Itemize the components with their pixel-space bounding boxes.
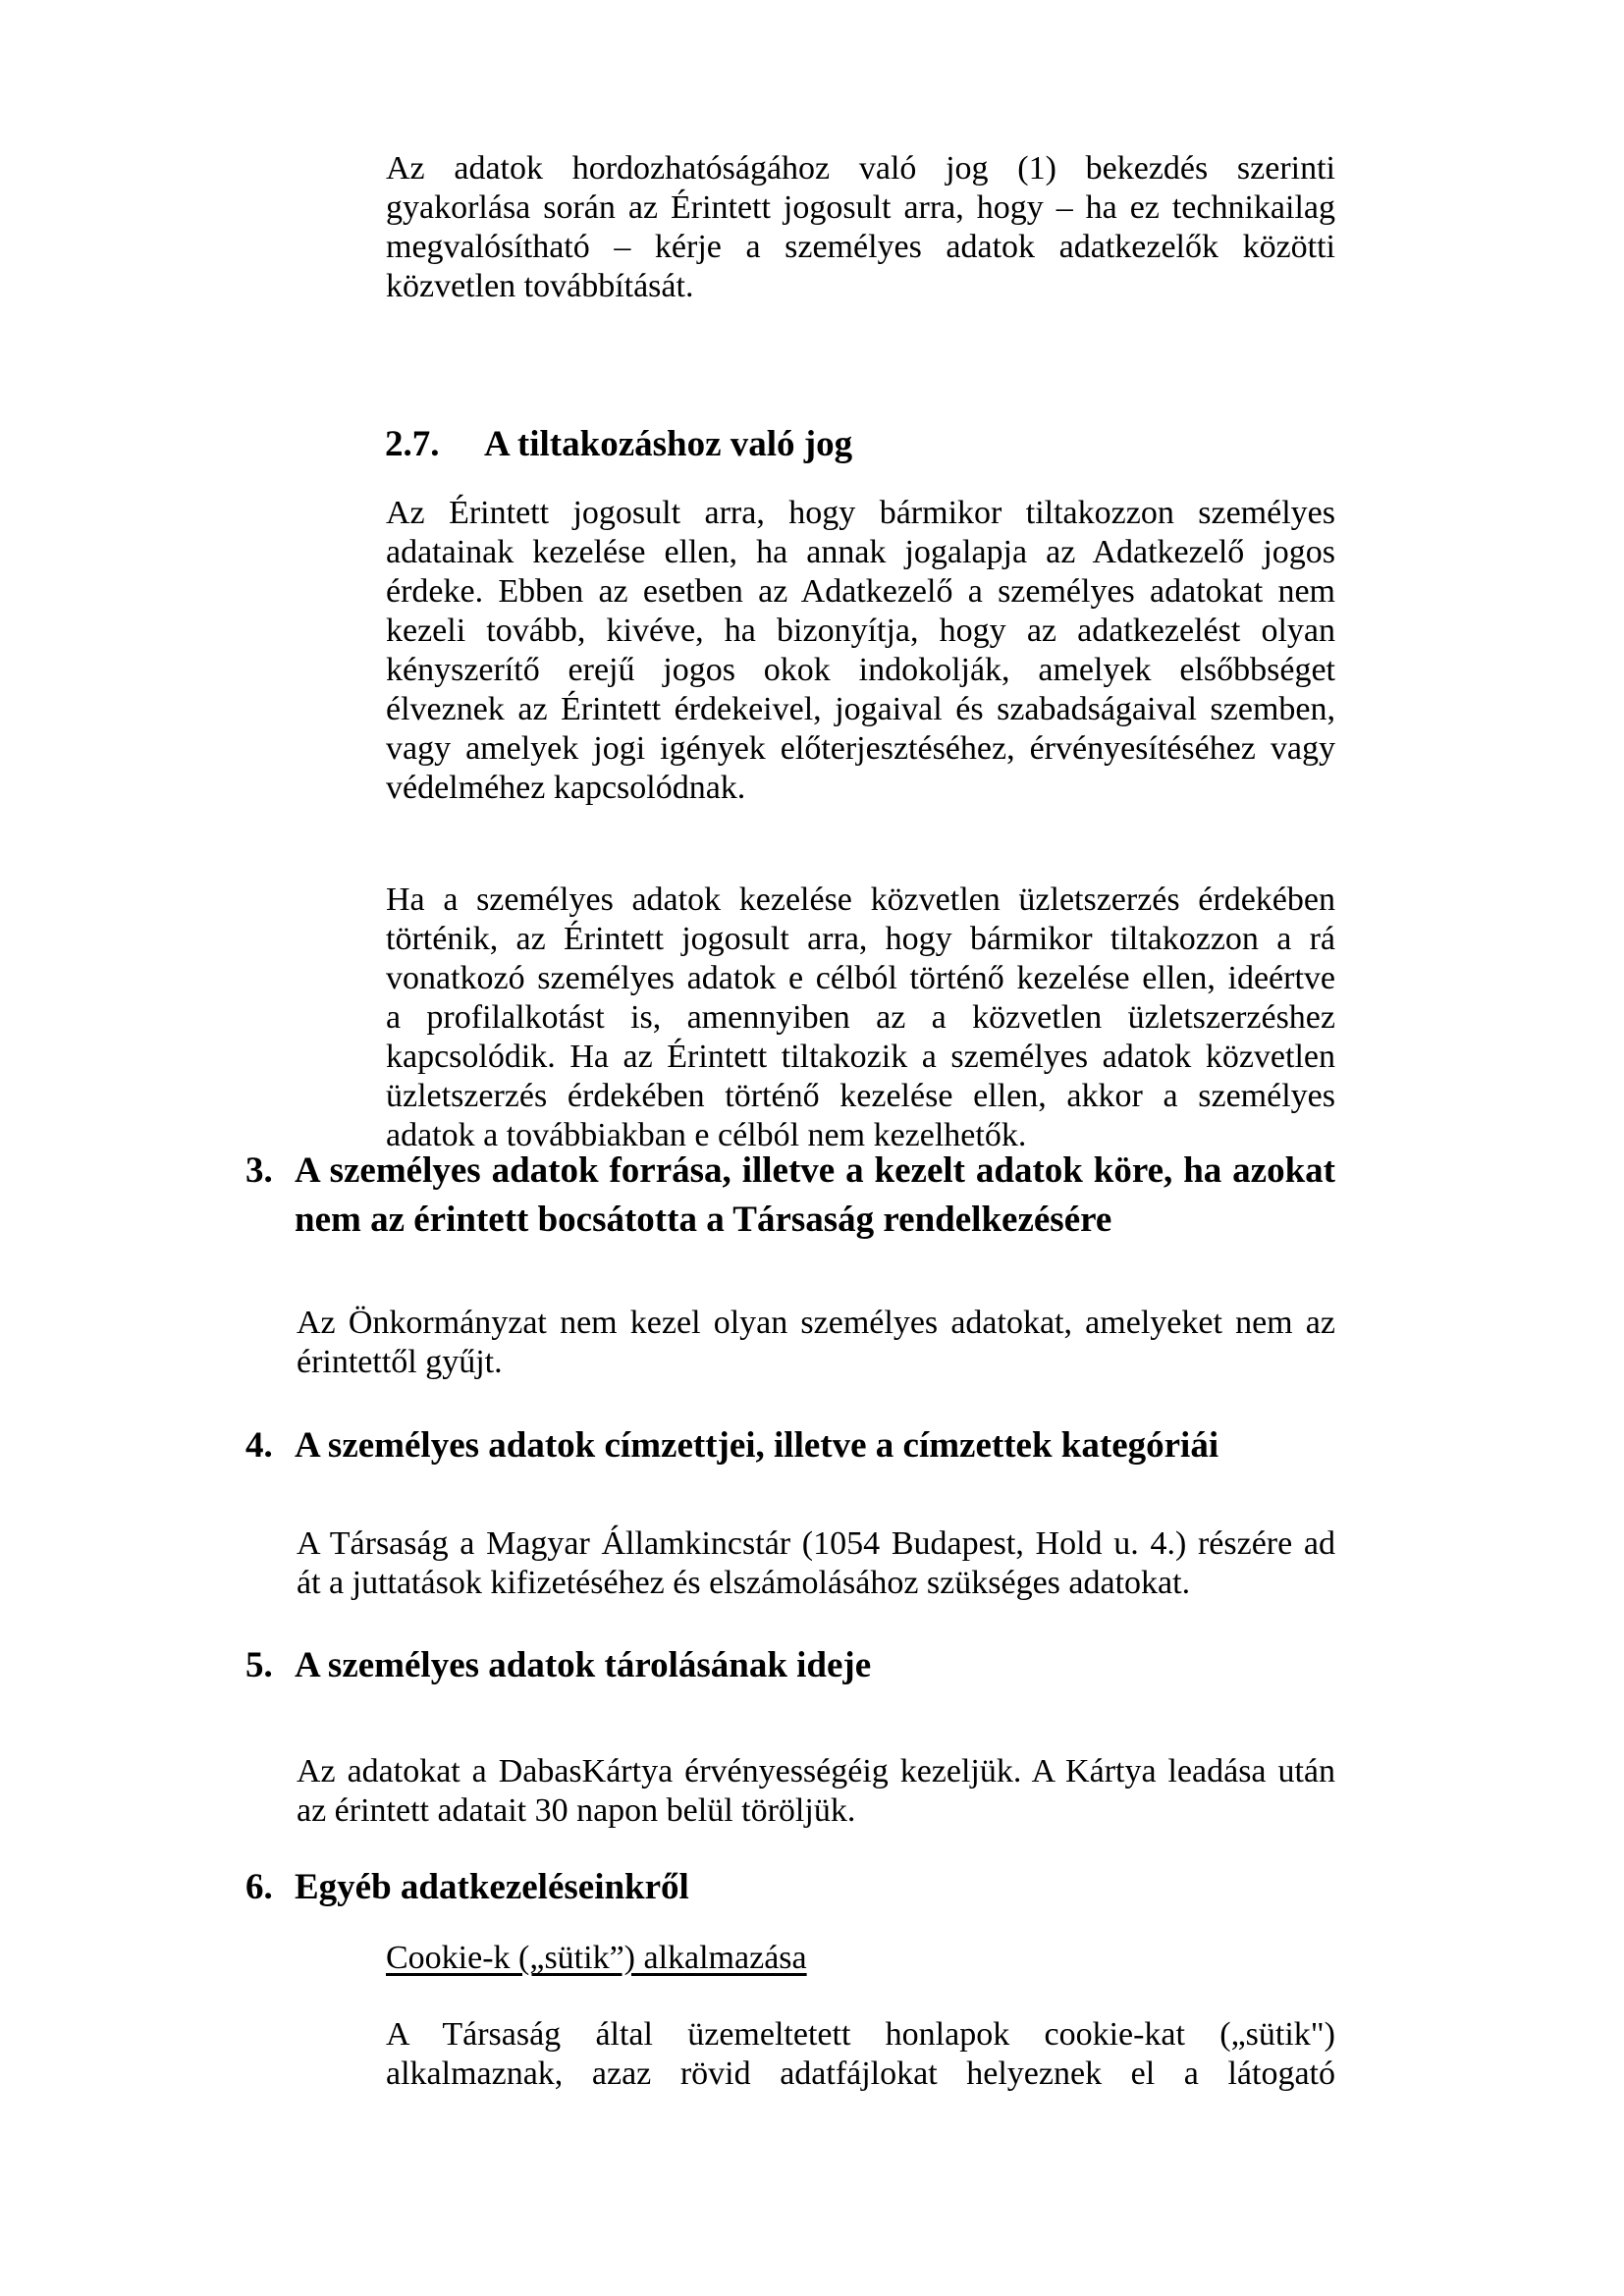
paragraph-objection-marketing bbox=[386, 881, 1335, 1155]
section-3-title bbox=[295, 1147, 1335, 1245]
paragraph-cookies bbox=[386, 2015, 1335, 2094]
section-2-7-number: 2.7. bbox=[385, 424, 440, 464]
text-line: közvetlen továbbítását. bbox=[386, 268, 694, 304]
section-5-title: A személyes adatok tárolásának ideje bbox=[295, 1645, 872, 1685]
paragraph-data-portability bbox=[386, 149, 1335, 306]
section-4-heading bbox=[245, 1421, 1335, 1470]
paragraph-storage-period bbox=[297, 1752, 1335, 1831]
text-line: Ha a személyes adatok kezelése közvetlen üzletszerzés érdekében bbox=[386, 881, 1335, 918]
section-4-number: 4. bbox=[245, 1425, 273, 1466]
text-line: vonatkozó személyes adatok e célból történő kezelése ellen, ideértve bbox=[386, 960, 1335, 996]
section-5-number: 5. bbox=[245, 1645, 273, 1685]
text-line: alkalmaznak, azaz rövid adatfájlokat helyeznek el a látogató bbox=[386, 2056, 1335, 2092]
text-line: a profilalkotást is, amennyiben az a közvetlen üzletszerzéshez bbox=[386, 999, 1335, 1036]
paragraph-data-source bbox=[297, 1304, 1335, 1382]
paragraph-recipients bbox=[297, 1524, 1335, 1603]
cookie-section-heading: Cookie-k („sütik”) alkalmazása bbox=[386, 1940, 807, 1976]
text-line: érintettől gyűjt. bbox=[297, 1344, 503, 1380]
text-line: Az Önkormányzat nem kezel olyan személyes adatokat, amelyeket nem az bbox=[297, 1305, 1335, 1341]
text-line: A Társaság által üzemeltetett honlapok cookie-kat („sütik") bbox=[386, 2016, 1335, 2053]
section-3-number: 3. bbox=[245, 1150, 273, 1191]
text-line: át a juttatások kifizetéséhez és elszámolásához szükséges adatokat. bbox=[297, 1565, 1191, 1601]
text-line: történik, az Érintett jogosult arra, hogy bármikor tiltakozzon a rá bbox=[386, 921, 1335, 957]
text-line: kényszerítő erejű jogos okok indokolják, amelyek elsőbbséget bbox=[386, 652, 1335, 688]
text-line: gyakorlása során az Érintett jogosult arra, hogy – ha ez technikailag bbox=[386, 189, 1335, 226]
text-line: kapcsolódik. Ha az Érintett tiltakozik a személyes adatok közvetlen bbox=[386, 1039, 1335, 1075]
text-line: Az Érintett jogosult arra, hogy bármikor tiltakozzon személyes bbox=[386, 495, 1335, 531]
text-line: védelméhez kapcsolódnak. bbox=[386, 770, 746, 806]
text-line: adatok a továbbiakban e célból nem kezelhetők. bbox=[386, 1117, 1027, 1153]
text-line: Az adatok hordozhatóságához való jog (1) bekezdés szerinti bbox=[386, 150, 1335, 187]
text-line: megvalósítható – kérje a személyes adatok adatkezelők közötti bbox=[386, 229, 1335, 265]
section-2-7-title: A tiltakozáshoz való jog bbox=[484, 424, 853, 464]
section-5-heading bbox=[245, 1641, 1335, 1690]
section-2-7-heading bbox=[385, 420, 1335, 469]
text-line: élveznek az Érintett érdekeivel, jogaival és szabadságaival szemben, bbox=[386, 691, 1335, 727]
text-line: az érintett adatait 30 napon belül töröljük. bbox=[297, 1792, 856, 1829]
text-line: A személyes adatok forrása, illetve a kezelt adatok köre, ha azokat bbox=[295, 1150, 1335, 1191]
section-3-heading bbox=[245, 1147, 1335, 1245]
text-line: A Társaság a Magyar Államkincstár (1054 Budapest, Hold u. 4.) részére ad bbox=[297, 1525, 1335, 1562]
text-line: Az adatokat a DabasKártya érvényességéig kezeljük. A Kártya leadása után bbox=[297, 1753, 1335, 1789]
section-6-heading bbox=[245, 1863, 1335, 1912]
section-4-title: A személyes adatok címzettjei, illetve a címzettek kategóriái bbox=[295, 1425, 1219, 1466]
text-line: adatainak kezelése ellen, ha annak jogalapja az Adatkezelő jogos bbox=[386, 534, 1335, 570]
section-6-number: 6. bbox=[245, 1867, 273, 1907]
text-line: kezeli tovább, kivéve, ha bizonyítja, hogy az adatkezelést olyan bbox=[386, 613, 1335, 649]
paragraph-objection-general bbox=[386, 494, 1335, 808]
text-line: érdeke. Ebben az esetben az Adatkezelő a személyes adatokat nem bbox=[386, 573, 1335, 610]
text-line: vagy amelyek jogi igények előterjesztéséhez, érvényesítéséhez vagy bbox=[386, 730, 1335, 767]
section-6-title: Egyéb adatkezeléseinkről bbox=[295, 1867, 689, 1907]
text-line: üzletszerzés érdekében történő kezelése ellen, akkor a személyes bbox=[386, 1078, 1335, 1114]
text-line: nem az érintett bocsátotta a Társaság rendelkezésére bbox=[295, 1200, 1112, 1240]
